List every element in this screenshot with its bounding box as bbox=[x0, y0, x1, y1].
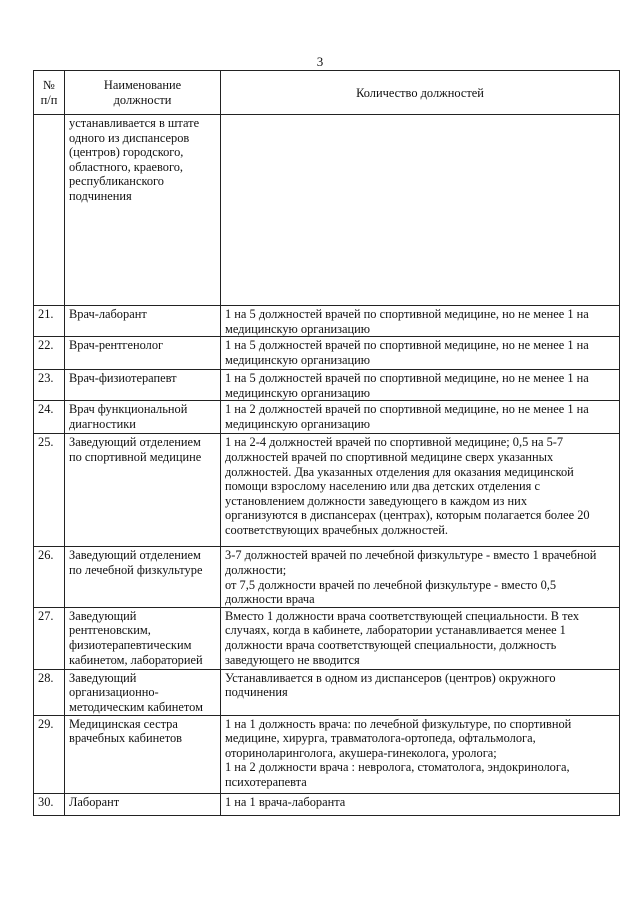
row-number: 25. bbox=[34, 434, 65, 547]
table-row bbox=[34, 306, 620, 337]
position-name: Заведующий отделением по спортивной медицине bbox=[65, 434, 221, 547]
row-number: 28. bbox=[34, 669, 65, 715]
position-quantity: 1 на 2 должностей врачей по спортивной медицине, но не менее 1 на медицинскую организацию bbox=[221, 401, 620, 434]
position-quantity: 1 на 5 должностей врачей по спортивной медицине, но не менее 1 на медицинскую организацию bbox=[221, 306, 620, 337]
row-number: 26. bbox=[34, 547, 65, 607]
position-quantity: 1 на 5 должностей врачей по спортивной медицине, но не менее 1 на медицинскую организацию bbox=[221, 337, 620, 370]
page-number: 3 bbox=[316, 54, 324, 69]
row-number: 21. bbox=[34, 306, 65, 337]
position-quantity: 1 на 1 врача-лаборанта bbox=[221, 793, 620, 815]
row-number: 29. bbox=[34, 715, 65, 793]
position-name: Лаборант bbox=[65, 793, 221, 815]
table-row bbox=[34, 434, 620, 547]
continuation-row bbox=[34, 115, 620, 306]
row-number: 22. bbox=[34, 337, 65, 370]
continuation-num bbox=[34, 115, 65, 306]
table-row bbox=[34, 337, 620, 370]
position-quantity: Устанавливается в одном из диспансеров (центров) окружного подчинения bbox=[221, 669, 620, 715]
header-num: № п/п bbox=[34, 71, 65, 115]
position-quantity: Вместо 1 должности врача соответствующей специальности. В тех случаях, когда в кабинете, лаборатории устанавливается менее 1 должности врача соответствующей специальности, должность заведующего не вводится bbox=[221, 607, 620, 669]
table-row bbox=[34, 669, 620, 715]
position-name: Заведующий рентгеновским, физиотерапевтическим кабинетом, лабораторией bbox=[65, 607, 221, 669]
row-number: 30. bbox=[34, 793, 65, 815]
position-name: Врач-лаборант bbox=[65, 306, 221, 337]
table-row bbox=[34, 547, 620, 607]
position-name: Врач функциональной диагностики bbox=[65, 401, 221, 434]
row-number: 24. bbox=[34, 401, 65, 434]
table-row bbox=[34, 793, 620, 815]
position-quantity: 1 на 1 должность врача: по лечебной физкультуре, по спортивной медицине, хирурга, травматолога-ортопеда, офтальмолога, оториноларинголога, акушера-гинеколога, уролога; 1 на 2 должности врача : невролога, стоматолога, эндокринолога, психотерапевта bbox=[221, 715, 620, 793]
table-row bbox=[34, 370, 620, 401]
position-name: Врач-физиотерапевт bbox=[65, 370, 221, 401]
position-quantity: 1 на 5 должностей врачей по спортивной медицине, но не менее 1 на медицинскую организацию bbox=[221, 370, 620, 401]
staff-table bbox=[33, 70, 620, 816]
table-row bbox=[34, 715, 620, 793]
header-qty: Количество должностей bbox=[221, 71, 620, 115]
row-number: 27. bbox=[34, 607, 65, 669]
position-quantity: 1 на 2-4 должностей врачей по спортивной медицине; 0,5 на 5-7 должностей врачей по спортивной медицине сверх указанных должностей. Два указанных отделения для оказания медицинской помощи взрослому населению или два детских отделения с установлением должности заведующего в каждом из них организуются в диспансерах (центрах), которым полагается более 20 соответствующих врачебных должностей. bbox=[221, 434, 620, 547]
header-name: Наименование должности bbox=[65, 71, 221, 115]
table-row bbox=[34, 607, 620, 669]
position-name: Заведующий отделением по лечебной физкультуре bbox=[65, 547, 221, 607]
position-name: Заведующий организационно- методическим кабинетом bbox=[65, 669, 221, 715]
table-row bbox=[34, 401, 620, 434]
position-name: Врач-рентгенолог bbox=[65, 337, 221, 370]
position-name: Медицинская сестра врачебных кабинетов bbox=[65, 715, 221, 793]
table-header-row bbox=[34, 71, 620, 115]
position-quantity: 3-7 должностей врачей по лечебной физкультуре - вместо 1 врачебной должности; от 7,5 должности врачей по лечебной физкультуре - вместо 0,5 должности врача bbox=[221, 547, 620, 607]
continuation-name: устанавливается в штате одного из диспансеров (центров) городского, областного, краевого, республиканского подчинения bbox=[65, 115, 221, 306]
row-number: 23. bbox=[34, 370, 65, 401]
continuation-qty bbox=[221, 115, 620, 306]
